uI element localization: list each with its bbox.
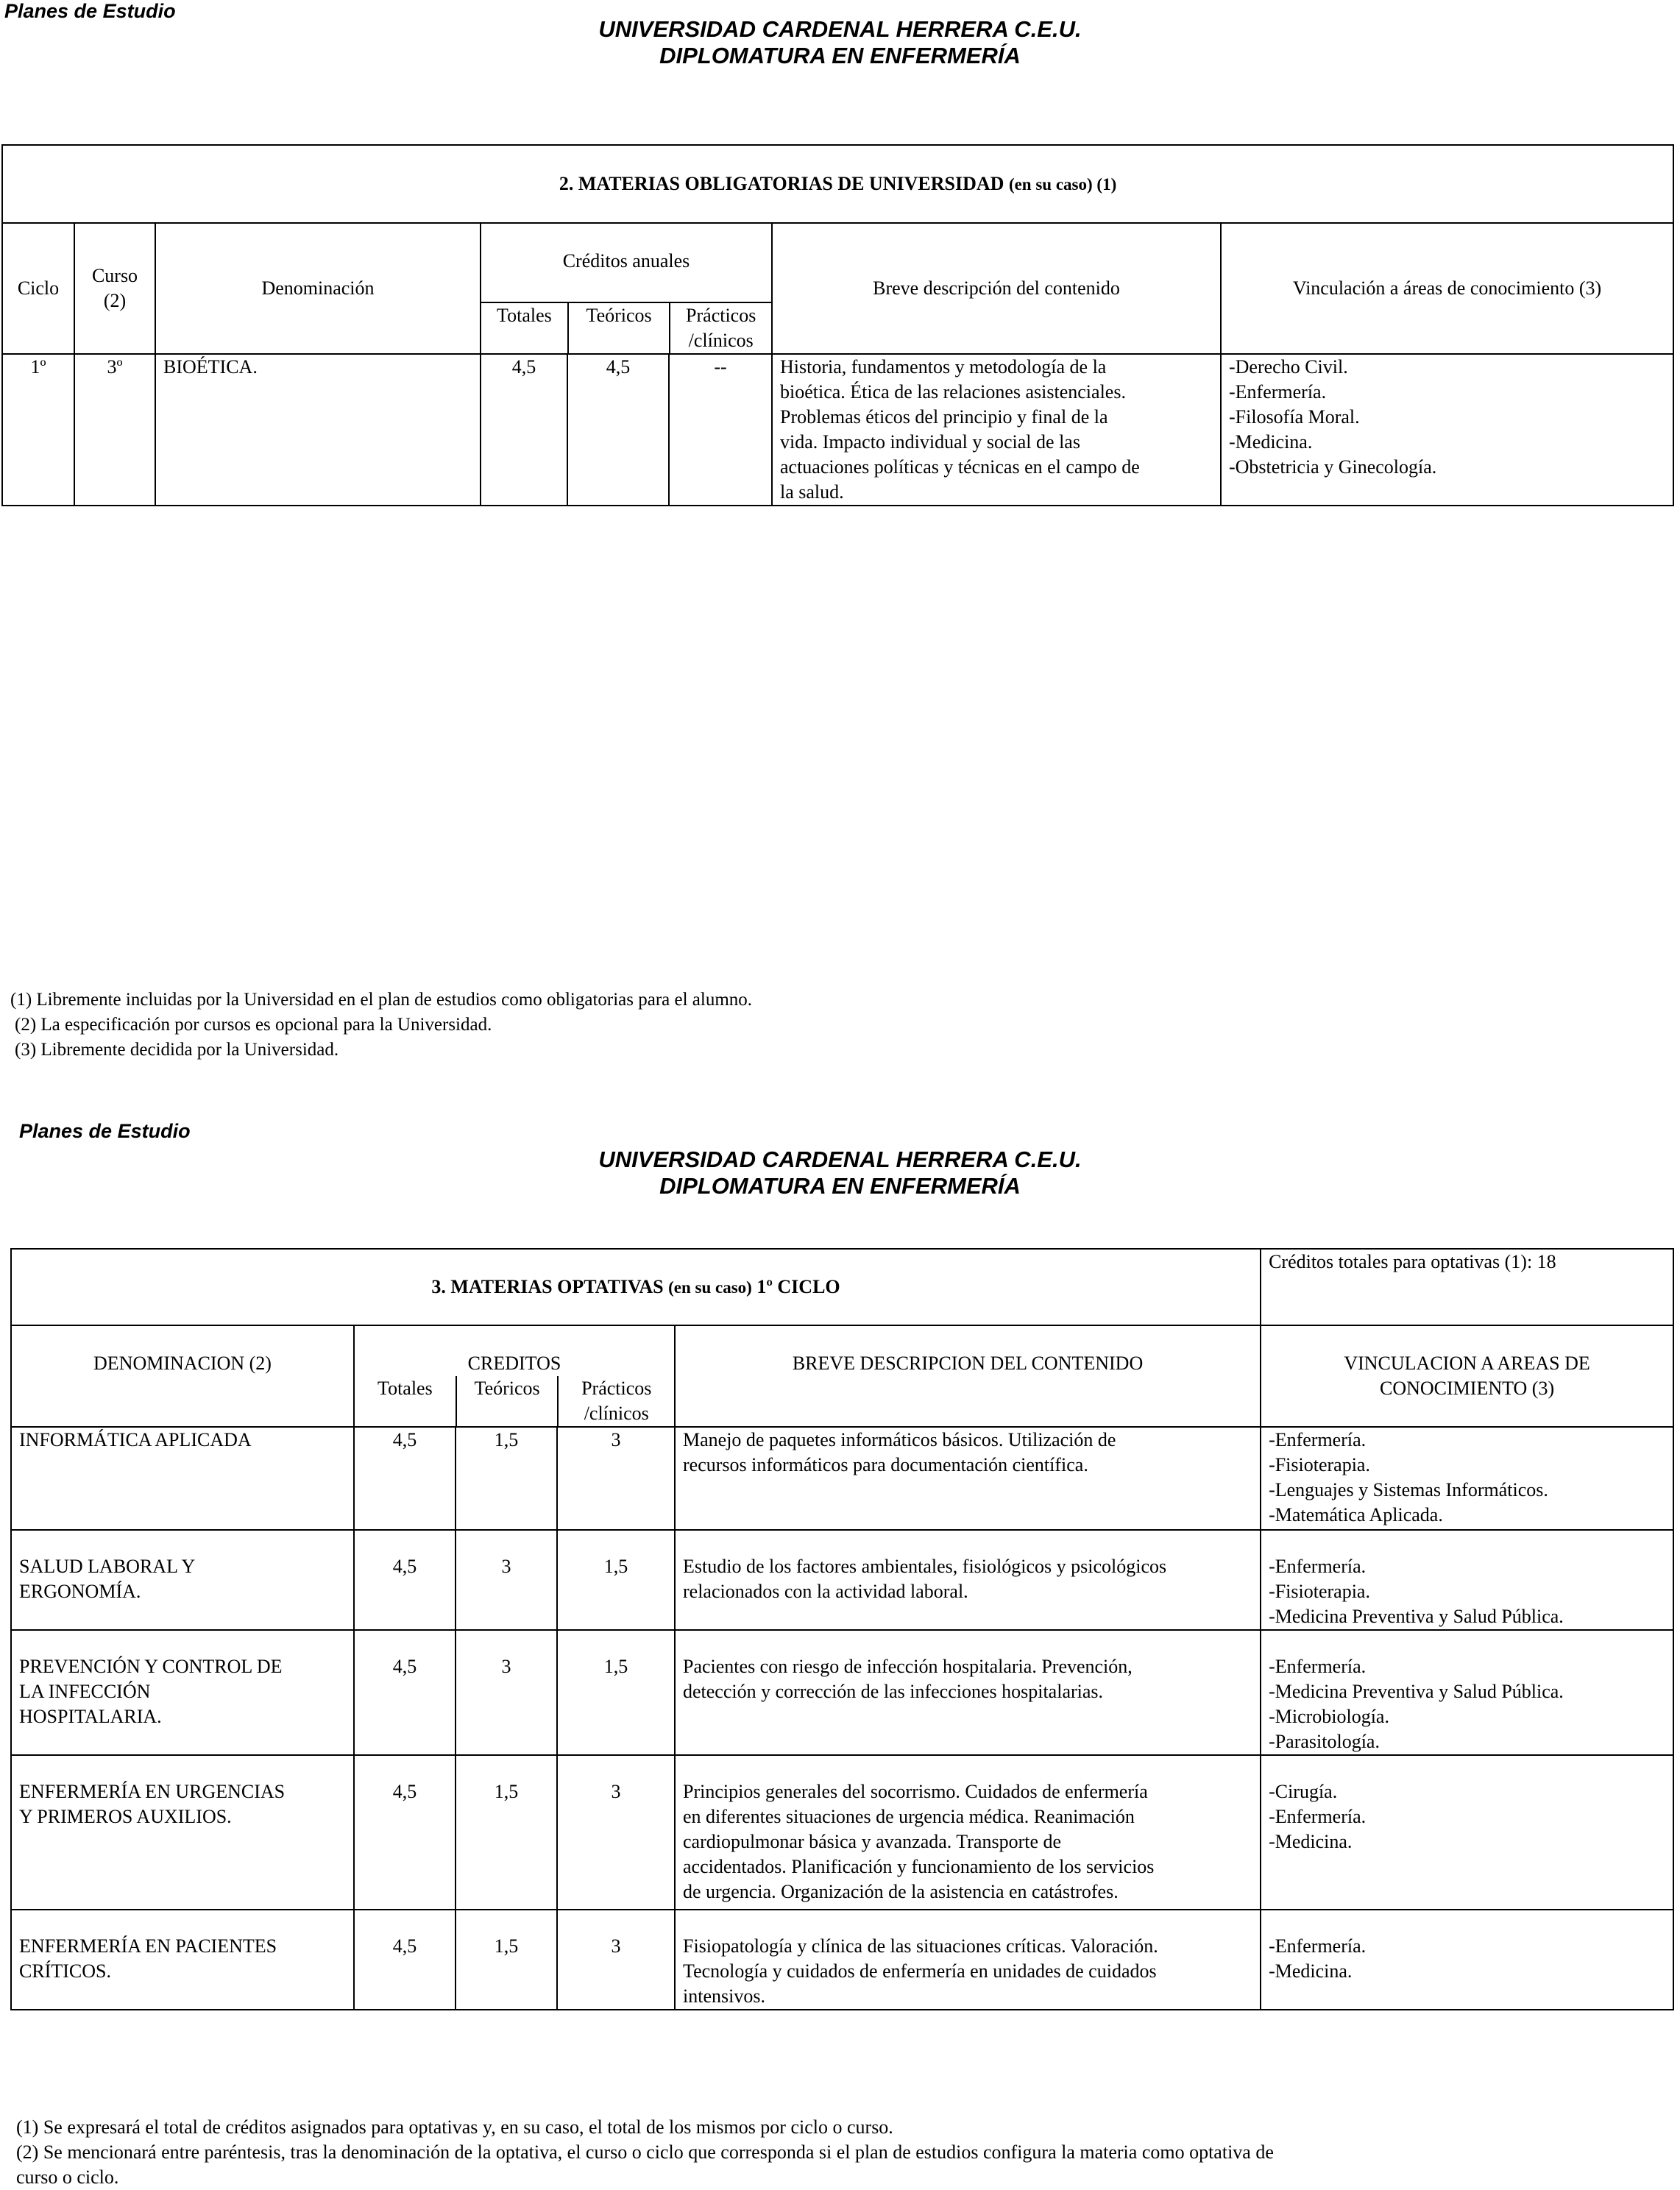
- cell-descripcion: Pacientes con riesgo de infección hospitalaria. Prevención, detección y corrección de las infecciones hospitalarias.: [675, 1630, 1261, 1755]
- col-creditos: CREDITOS: [467, 1353, 561, 1374]
- col-clinicos: /clínicos: [584, 1403, 649, 1424]
- header-university: UNIVERSIDAD CARDENAL HERRERA C.E.U.: [598, 1147, 1082, 1172]
- col-clinicos: /clínicos: [688, 330, 754, 351]
- cell-teoricos: 1,5: [456, 1427, 557, 1530]
- cell-vinculacion: -Derecho Civil. -Enfermería. -Filosofía Moral. -Medicina. -Obstetricia y Ginecología.: [1221, 354, 1673, 506]
- col-teoricos: Teóricos: [456, 1376, 558, 1426]
- footnotes-page1: [10, 988, 752, 1063]
- cell-teoricos: 3: [456, 1630, 557, 1755]
- cell-descripcion: Principios generales del socorrismo. Cuidados de enfermería en diferentes situaciones de urgencia médica. Reanimación cardiopulmonar básica y avanzada. Transporte de accidentados. Planificación y funcionamiento de los servicios de urgencia. Organización de la asistencia en catástrofes.: [675, 1755, 1261, 1910]
- col-teoricos: Teóricos: [567, 303, 670, 353]
- cell-totales: 4,5: [354, 1427, 456, 1530]
- cell-totales: 4,5: [354, 1755, 456, 1910]
- cell-vinculacion: -Cirugía. -Enfermería. -Medicina.: [1261, 1755, 1673, 1910]
- cell-practicos: --: [669, 354, 772, 506]
- col-curso: Curso: [91, 265, 138, 286]
- table-row: [11, 1910, 1673, 2010]
- col-denominacion: DENOMINACION (2): [93, 1353, 272, 1374]
- cell-practicos: 3: [557, 1910, 675, 2010]
- cell-totales: 4,5: [354, 1630, 456, 1755]
- table-row: [11, 1427, 1673, 1530]
- footnote: (1) Libremente incluidas por la Universidad en el plan de estudios como obligatorias para el alumno.: [10, 990, 753, 1010]
- footnote: (1) Se expresará el total de créditos asignados para optativas y, en su caso, el total de los mismos por ciclo o curso.: [16, 2116, 893, 2138]
- cell-practicos: 3: [557, 1427, 675, 1530]
- cell-denominacion: ENFERMERÍA EN URGENCIAS Y PRIMEROS AUXILIOS.: [11, 1755, 354, 1910]
- header-planes-de-estudio: Planes de Estudio: [4, 0, 176, 22]
- col-vinculacion: Vinculación a áreas de conocimiento (3): [1292, 277, 1602, 299]
- cell-practicos: 1,5: [557, 1630, 675, 1755]
- cell-teoricos: 3: [456, 1530, 557, 1630]
- cell-descripcion: Historia, fundamentos y metodología de la bioética. Ética de las relaciones asistenciales. Problemas éticos del principio y final de la vida. Impacto individual y social de las actuaciones políticas y técnicas en el campo de la salud.: [772, 354, 1221, 506]
- cell-vinculacion: -Enfermería. -Medicina.: [1261, 1910, 1673, 2010]
- cell-denominacion: PREVENCIÓN Y CONTROL DE LA INFECCIÓN HOSPITALARIA.: [11, 1630, 354, 1755]
- col-curso-note: (2): [103, 290, 127, 311]
- optativas-table: [10, 1248, 1674, 2010]
- cell-vinculacion: -Enfermería. -Medicina Preventiva y Salud Pública. -Microbiología. -Parasitología.: [1261, 1630, 1673, 1755]
- table-title: 3. MATERIAS OPTATIVAS (en su caso) 1º CICLO: [11, 1249, 1261, 1325]
- table-title: 2. MATERIAS OBLIGATORIAS DE UNIVERSIDAD (en su caso) (1): [2, 145, 1673, 223]
- table-header-row: [11, 1325, 1673, 1427]
- header-degree: DIPLOMATURA EN ENFERMERÍA: [659, 43, 1021, 68]
- cell-ciclo: 1º: [2, 354, 74, 506]
- table-row: [11, 1530, 1673, 1630]
- cell-practicos: 3: [557, 1755, 675, 1910]
- col-vinculacion: VINCULACION A AREAS DE: [1344, 1353, 1590, 1374]
- col-descripcion: Breve descripción del contenido: [873, 277, 1120, 299]
- cell-totales: 4,5: [481, 354, 567, 506]
- cell-vinculacion: -Enfermería. -Fisioterapia. -Lenguajes y Sistemas Informáticos. -Matemática Aplicada.: [1261, 1427, 1673, 1530]
- cell-teoricos: 1,5: [456, 1910, 557, 2010]
- col-totales: Totales: [497, 305, 552, 326]
- cell-descripcion: Estudio de los factores ambientales, fisiológicos y psicológicos relacionados con la actividad laboral.: [675, 1530, 1261, 1630]
- cell-teoricos: 1,5: [456, 1755, 557, 1910]
- creditos-totales-optativas: Créditos totales para optativas (1): 18: [1261, 1249, 1673, 1325]
- cell-practicos: 1,5: [557, 1530, 675, 1630]
- col-denominacion: Denominación: [261, 277, 375, 299]
- col-practicos: Prácticos: [581, 1378, 652, 1399]
- col-vinculacion-2: CONOCIMIENTO (3): [1380, 1378, 1555, 1399]
- table-row: [2, 354, 1673, 506]
- col-descripcion: BREVE DESCRIPCION DEL CONTENIDO: [792, 1353, 1144, 1374]
- table-header-row: [2, 223, 1673, 354]
- cell-curso: 3º: [74, 354, 155, 506]
- cell-totales: 4,5: [354, 1910, 456, 2010]
- cell-denominacion: ENFERMERÍA EN PACIENTES CRÍTICOS.: [11, 1910, 354, 2010]
- col-ciclo: Ciclo: [17, 277, 60, 299]
- col-practicos: Prácticos: [686, 305, 756, 326]
- cell-denominacion: INFORMÁTICA APLICADA: [11, 1427, 354, 1530]
- obligatorias-table: [1, 144, 1674, 506]
- cell-descripcion: Fisiopatología y clínica de las situaciones críticas. Valoración. Tecnología y cuidados de enfermería en unidades de cuidados intensivos.: [675, 1910, 1261, 2010]
- cell-denominacion: BIOÉTICA.: [155, 354, 481, 506]
- table-row: [11, 1630, 1673, 1755]
- footnote: (2) Se mencionará entre paréntesis, tras la denominación de la optativa, el curso o ciclo que corresponda si el plan de estudios configura la materia como optativa de: [16, 2141, 1274, 2163]
- footnote: curso o ciclo.: [16, 2166, 119, 2188]
- table-row: [11, 1755, 1673, 1910]
- cell-descripcion: Manejo de paquetes informáticos básicos. Utilización de recursos informáticos para documentación científica.: [675, 1427, 1261, 1530]
- header-planes-de-estudio: Planes de Estudio: [19, 1120, 191, 1142]
- cell-denominacion: SALUD LABORAL Y ERGONOMÍA.: [11, 1530, 354, 1630]
- cell-vinculacion: -Enfermería. -Fisioterapia. -Medicina Preventiva y Salud Pública.: [1261, 1530, 1673, 1630]
- header-degree: DIPLOMATURA EN ENFERMERÍA: [659, 1173, 1021, 1199]
- col-totales: Totales: [378, 1378, 433, 1399]
- header-university: UNIVERSIDAD CARDENAL HERRERA C.E.U.: [598, 16, 1082, 42]
- cell-teoricos: 4,5: [567, 354, 669, 506]
- footnote: (2) La especificación por cursos es opcional para la Universidad.: [15, 1015, 492, 1035]
- footnotes-page2: [16, 2115, 1672, 2190]
- col-creditos-anuales: Créditos anuales: [562, 250, 690, 272]
- cell-totales: 4,5: [354, 1530, 456, 1630]
- footnote: (3) Libremente decidida por la Universidad.: [15, 1040, 339, 1060]
